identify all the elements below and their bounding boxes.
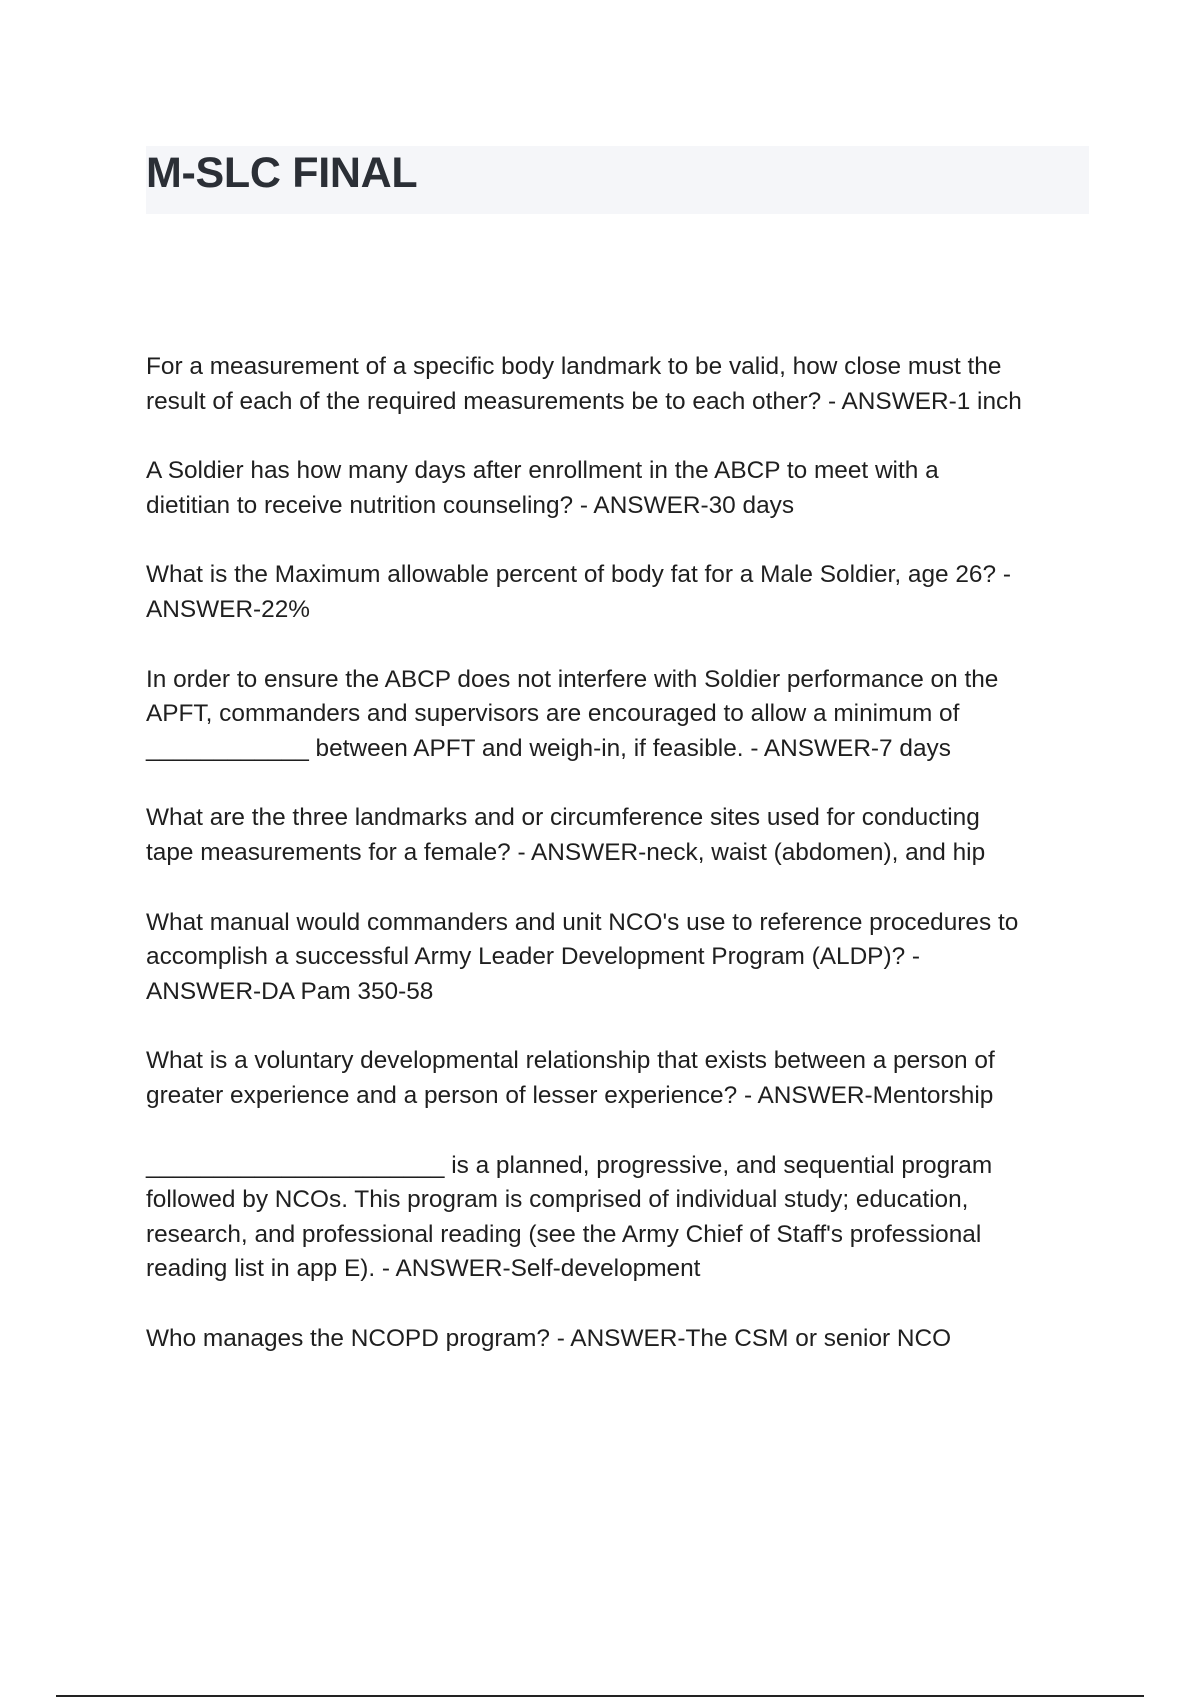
page-title: M-SLC FINAL <box>146 149 418 197</box>
qa-item <box>146 350 1096 419</box>
qa-line: tape measurements for a female? - ANSWER-neck, waist (abdomen), and hip <box>146 838 986 866</box>
qa-line: dietitian to receive nutrition counseling? - ANSWER-30 days <box>146 491 795 519</box>
qa-item <box>146 558 1096 627</box>
qa-line: ____________ between APFT and weigh-in, if feasible. - ANSWER-7 days <box>146 734 951 762</box>
qa-item <box>146 663 1096 767</box>
qa-item <box>146 1322 1096 1357</box>
qa-list <box>146 350 1096 1391</box>
qa-line: For a measurement of a specific body landmark to be valid, how close must the <box>146 353 1002 380</box>
footer-divider <box>56 1695 1144 1697</box>
qa-line: accomplish a successful Army Leader Development Program (ALDP)? - <box>146 943 921 971</box>
qa-line: APFT, commanders and supervisors are encouraged to allow a minimum of <box>146 700 960 728</box>
qa-item <box>146 1044 1096 1113</box>
qa-line: Who manages the NCOPD program? - ANSWER-The CSM or senior NCO <box>146 1324 952 1352</box>
qa-line: ______________________ is a planned, progressive, and sequential program <box>146 1151 993 1179</box>
qa-line: followed by NCOs. This program is comprised of individual study; education, <box>146 1186 969 1214</box>
qa-line: What is a voluntary developmental relationship that exists between a person of <box>146 1047 995 1075</box>
qa-line: research, and professional reading (see the Army Chief of Staff's professional <box>146 1220 982 1248</box>
qa-item <box>146 906 1096 1010</box>
qa-line: ANSWER-DA Pam 350-58 <box>146 977 434 1005</box>
qa-line: In order to ensure the ABCP does not interfere with Soldier performance on the <box>146 665 999 693</box>
qa-line: What is the Maximum allowable percent of body fat for a Male Soldier, age 26? - <box>146 561 1011 589</box>
qa-item <box>146 801 1096 870</box>
qa-line: reading list in app E). - ANSWER-Self-development <box>146 1255 701 1283</box>
qa-line: A Soldier has how many days after enrollment in the ABCP to meet with a <box>146 457 939 485</box>
qa-item <box>146 1149 1096 1287</box>
qa-line: What manual would commanders and unit NCO's use to reference procedures to <box>146 908 1019 936</box>
qa-item <box>146 454 1096 523</box>
qa-line: What are the three landmarks and or circumference sites used for conducting <box>146 804 980 832</box>
qa-line: result of each of the required measurements be to each other? - ANSWER-1 inch <box>146 387 1022 415</box>
qa-line: ANSWER-22% <box>146 595 310 623</box>
qa-line: greater experience and a person of lesser experience? - ANSWER-Mentorship <box>146 1081 994 1109</box>
